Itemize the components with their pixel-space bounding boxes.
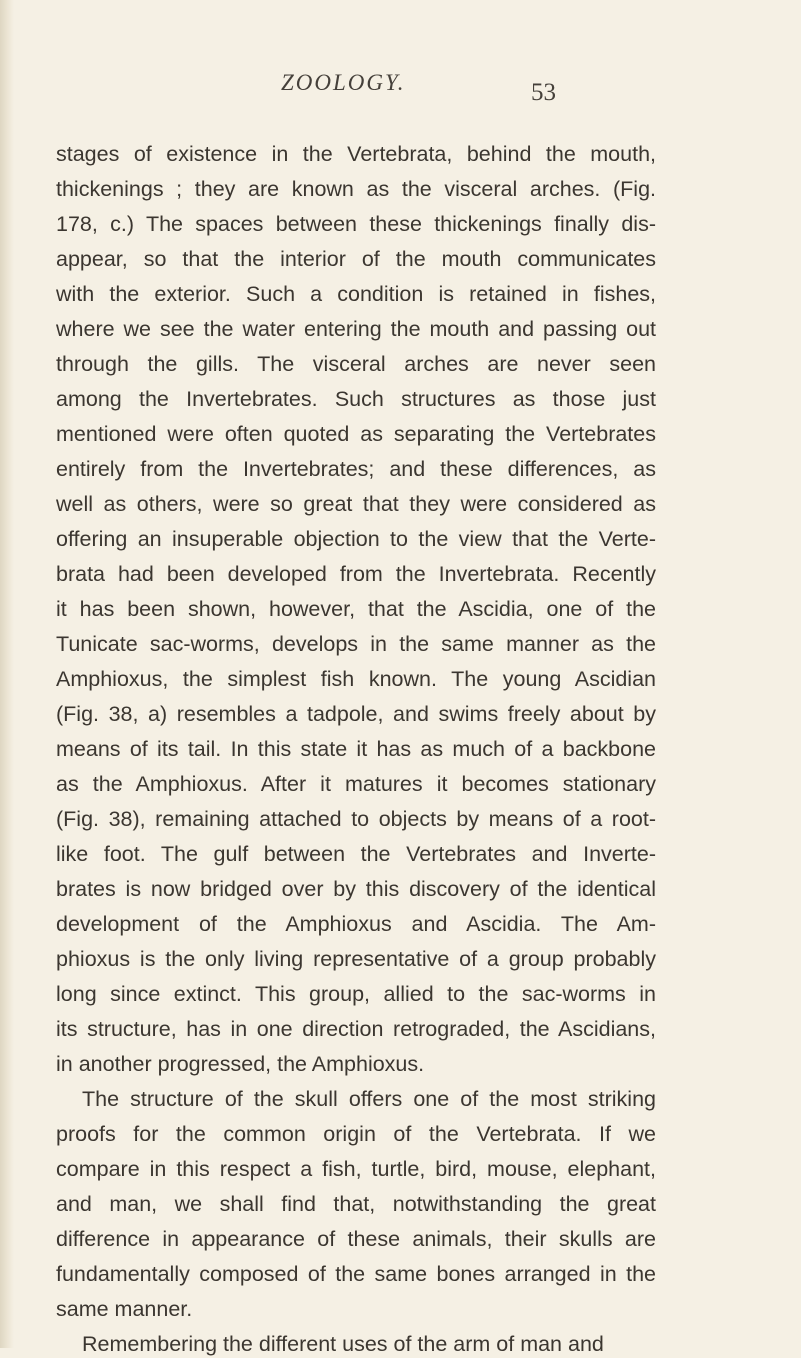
text-line: Tunicate sac-worms, develops in the same manner as the: [56, 632, 656, 656]
text-line: compare in this respect a fish, turtle, bird, mouse, elephant,: [56, 1157, 656, 1181]
text-line: its structure, has in one direction retrograded, the Ascidians,: [56, 1017, 656, 1041]
text-line: and man, we shall find that, notwithstanding the great: [56, 1192, 656, 1216]
text-line: difference in appearance of these animals, their skulls are: [56, 1227, 656, 1251]
text-line: through the gills. The visceral arches are never seen: [56, 352, 656, 376]
page-header: [0, 70, 801, 110]
text-line: mentioned were often quoted as separating the Vertebrates: [56, 422, 656, 446]
text-line: fundamentally composed of the same bones arranged in the: [56, 1262, 656, 1286]
text-line: same manner.: [56, 1297, 193, 1321]
page-number: 53: [531, 79, 556, 106]
text-line: it has been shown, however, that the Ascidia, one of the: [56, 597, 656, 621]
text-line: development of the Amphioxus and Ascidia. The Am-: [56, 912, 656, 936]
text-line: means of its tail. In this state it has as much of a backbone: [56, 737, 656, 761]
text-line: stages of existence in the Vertebrata, behind the mouth,: [56, 142, 656, 166]
text-line: brates is now bridged over by this discovery of the identical: [56, 877, 656, 901]
text-line: proofs for the common origin of the Vertebrata. If we: [56, 1122, 656, 1146]
text-line: as the Amphioxus. After it matures it becomes stationary: [56, 772, 656, 796]
text-line: in another progressed, the Amphioxus.: [56, 1052, 425, 1076]
text-line: where we see the water entering the mouth and passing out: [56, 317, 656, 341]
page-edge: [0, 0, 14, 1348]
text-line: among the Invertebrates. Such structures as those just: [56, 387, 656, 411]
text-line: (Fig. 38), remaining attached to objects by means of a root-: [56, 807, 656, 831]
running-title: ZOOLOGY.: [281, 70, 406, 95]
text-line: Amphioxus, the simplest fish known. The young Ascidian: [56, 667, 656, 691]
text-line: well as others, were so great that they were considered as: [56, 492, 656, 516]
text-line: appear, so that the interior of the mouth communicates: [56, 247, 656, 271]
text-line: like foot. The gulf between the Vertebrates and Inverte-: [56, 842, 656, 866]
text-line: 178, c.) The spaces between these thickenings finally dis-: [56, 212, 656, 236]
text-line: (Fig. 38, a) resembles a tadpole, and swims freely about by: [56, 702, 656, 726]
text-line: long since extinct. This group, allied to the sac-worms in: [56, 982, 656, 1006]
text-line: thickenings ; they are known as the visceral arches. (Fig.: [56, 177, 656, 201]
text-line: The structure of the skull offers one of the most striking: [82, 1087, 656, 1111]
text-line: Remembering the different uses of the arm of man and: [82, 1332, 604, 1356]
text-line: phioxus is the only living representative of a group probably: [56, 947, 656, 971]
text-line: entirely from the Invertebrates; and these differences, as: [56, 457, 656, 481]
text-line: offering an insuperable objection to the view that the Verte-: [56, 527, 656, 551]
text-line: brata had been developed from the Invertebrata. Recently: [56, 562, 656, 586]
text-line: with the exterior. Such a condition is retained in fishes,: [56, 282, 656, 306]
